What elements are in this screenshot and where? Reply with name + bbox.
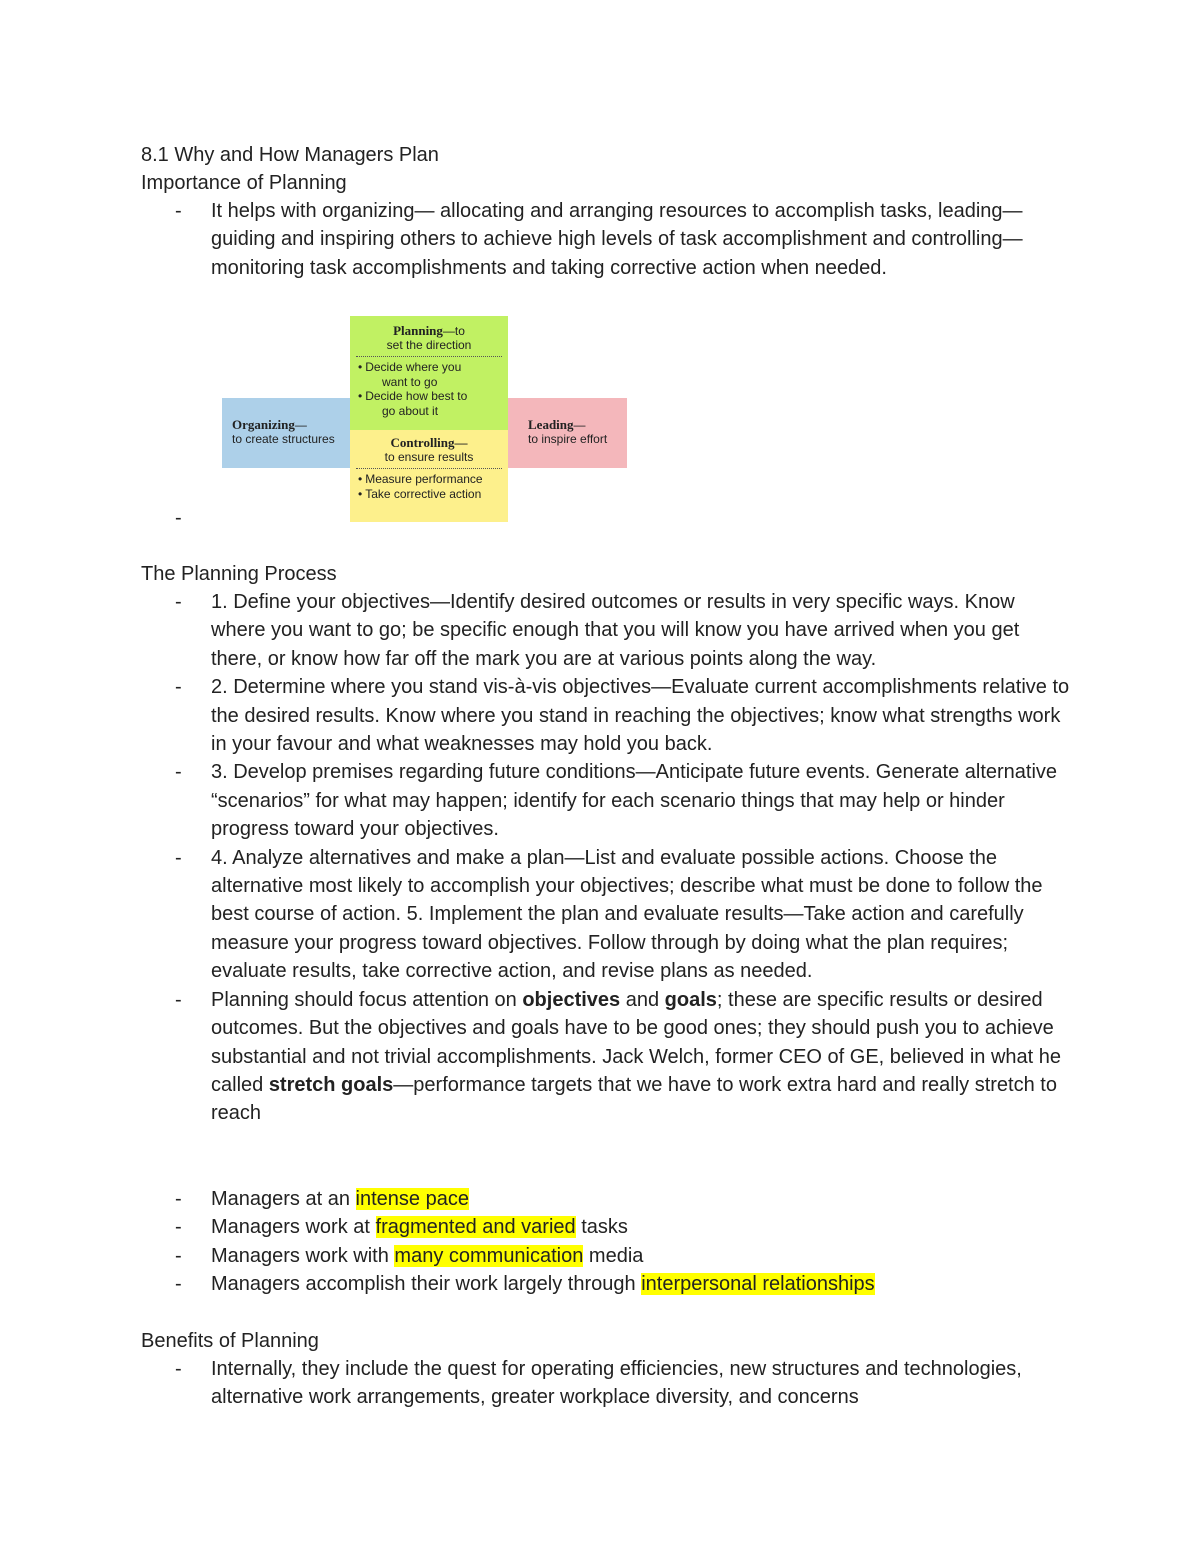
highlighted-text: many communication [394, 1244, 584, 1267]
list-item: - It helps with organizing— allocating and arranging resources to accomplish tasks, leading—guiding and inspiring others to achieve high levels of task accomplishment and controlling—monitoring task accomplishments and taking corrective action when needed. [141, 197, 1071, 282]
planning-bullets [358, 360, 467, 418]
list-item-focus [141, 986, 1071, 1128]
planning-sub: set the direction [386, 338, 472, 352]
controlling-box [350, 430, 508, 522]
planning-bullet-cont: go about it [382, 403, 439, 418]
list-item: - 4. Analyze alternatives and make a plan—List and evaluate possible actions. Choose the alternative most likely to accomplish your objectives; describe what must be done to follow the best course of action. 5. Implement the plan and evaluate results—Take action and carefully measure your progress toward objectives. Follow through by doing what the plan requires; evaluate results, take corrective action, and revise plans as needed. [141, 844, 1071, 986]
controlling-sub: to ensure results [384, 450, 474, 464]
benefits-list [141, 1355, 1071, 1412]
highlighted-text: fragmented and varied [375, 1216, 576, 1239]
controlling-bullet: • Take corrective action [358, 487, 483, 502]
bold-objectives: objectives [522, 988, 621, 1011]
leading-suffix: — [573, 418, 586, 432]
organizing-title: Organizing [232, 417, 295, 432]
list-item [141, 1270, 1071, 1298]
list-item [141, 1213, 1071, 1241]
planning-box [350, 316, 508, 430]
management-functions-diagram [222, 316, 627, 522]
item-text: Managers at an [211, 1188, 356, 1210]
controlling-divider [356, 468, 502, 469]
focus-text: ; these are specific results or desired outcomes. But the objectives and goals have to be good ones; they should push you to achieve substantial and not trivial accomplishments. Jack Welch, former CEO of GE, believed in what he called [211, 988, 1062, 1096]
managers-list [141, 1185, 1071, 1299]
heading-importance: Importance of Planning [141, 172, 347, 194]
highlighted-text: intense pace [355, 1188, 469, 1210]
planning-divider [356, 356, 502, 357]
list-item: - 1. Define your objectives—Identify desired outcomes or results in very specific ways. Know where you want to go; be specific enough that you will know you have arrived when you get there, or know how far off the mark you are at various points along the way. [141, 588, 1071, 673]
planning-bullet: • Decide where you [358, 360, 467, 375]
focus-text: —performance targets that we have to work extra hard and really stretch to reach [211, 1073, 1057, 1125]
leading-title: Leading [528, 417, 574, 432]
planning-title: Planning [393, 323, 443, 338]
bold-stretch-goals: stretch goals [268, 1073, 394, 1096]
page-title: 8.1 Why and How Managers Plan [141, 144, 439, 166]
planning-bullet-cont: want to go [382, 374, 438, 389]
item-text: Managers accomplish their work largely through [211, 1273, 642, 1296]
planning-suffix: —to [442, 324, 465, 338]
organizing-sub: to create structures [232, 432, 335, 446]
item-text: tasks [575, 1216, 628, 1239]
list-item [141, 1185, 1071, 1213]
controlling-bullets [358, 472, 483, 501]
highlighted-text: interpersonal relationships [641, 1273, 875, 1296]
heading-planning-process: The Planning Process [141, 563, 337, 585]
organizing-suffix: — [294, 418, 307, 432]
list-item: - Internally, they include the quest for operating efficiencies, new structures and technologies, alternative work arrangements, greater workplace diversity, and concerns [141, 1355, 1071, 1412]
heading-benefits: Benefits of Planning [141, 1330, 319, 1352]
leading-sub: to inspire effort [528, 432, 608, 446]
controlling-title: Controlling— [390, 435, 468, 450]
item-text: Managers work with [211, 1244, 395, 1267]
focus-text: and [620, 988, 665, 1011]
controlling-bullet: • Measure performance [358, 472, 483, 487]
bold-goals: goals [664, 988, 717, 1011]
focus-text: Planning should focus attention on [211, 988, 523, 1011]
planning-bullet: • Decide how best to [358, 389, 467, 404]
list-item [141, 1242, 1071, 1270]
item-text: Managers work at [211, 1216, 376, 1239]
item-text: media [583, 1244, 644, 1267]
list-item: - 3. Develop premises regarding future conditions—Anticipate future events. Generate alternative “scenarios” for what may happen; identify for each scenario things that may help or hinder progress toward your objectives. [141, 758, 1071, 843]
list-item: - 2. Determine where you stand vis-à-vis objectives—Evaluate current accomplishments relative to the desired results. Know where you stand in reaching the objectives; know what strengths work in your favour and what weaknesses may hold you back. [141, 673, 1071, 758]
process-list [141, 588, 1071, 1128]
importance-list [141, 197, 1071, 282]
